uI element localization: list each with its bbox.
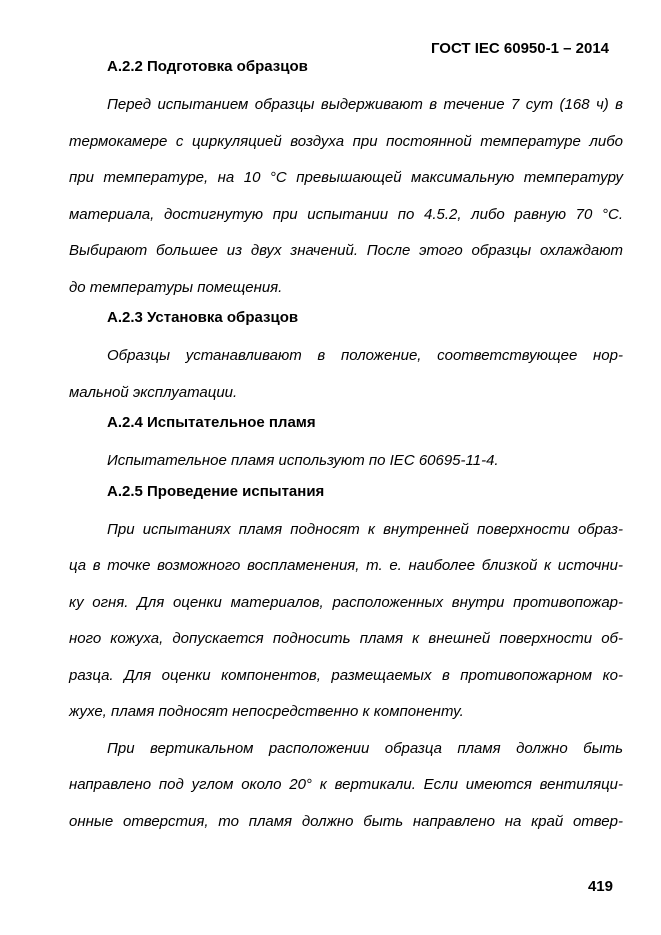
paragraph <box>69 87 623 306</box>
text-line: при температуре, на 10 °С превышающей максимальную температуру <box>69 169 623 186</box>
section-heading: А.2.3 Установка образцов <box>107 309 299 326</box>
text-line: мальной эксплуатации. <box>69 383 238 401</box>
text-line: ца в точке возможного воспламенения, т. е. наиболее близкой к источни- <box>69 557 623 574</box>
text-line: При вертикальном расположении образца пламя должно быть <box>107 739 623 757</box>
page-number: 419 <box>587 878 613 895</box>
paragraph <box>69 731 623 841</box>
section-heading: А.2.4 Испытательное пламя <box>107 414 316 431</box>
document-header: ГОСТ IEC 60950-1 – 2014 <box>430 40 609 57</box>
text-line: направлено под углом около 20° к вертикали. Если имеются вентиляци- <box>69 776 623 793</box>
section-heading: А.2.5 Проведение испытания <box>107 482 325 500</box>
text-line: материала, достигнутую при испытании по 4.5.2, либо равную 70 °С. <box>69 205 623 223</box>
paragraph <box>69 512 623 731</box>
text-line: онные отверстия, то пламя должно быть направлено на край отвер- <box>69 812 623 830</box>
text-line: Выбирают большее из двух значений. После этого образцы охлаждают <box>69 242 623 259</box>
text-line: ного кожуха, допускается подносить пламя к внешней поверхности об- <box>69 630 623 647</box>
text-line: жухе, пламя подносят непосредственно к компоненту. <box>69 703 464 720</box>
text-line: Перед испытанием образцы выдерживают в течение 7 сут (168 ч) в <box>107 96 623 113</box>
text-line: до температуры помещения. <box>69 278 283 296</box>
text-line: Образцы устанавливают в положение, соответствующее нор- <box>107 347 623 364</box>
paragraph <box>69 443 623 480</box>
section-heading: А.2.2 Подготовка образцов <box>107 58 308 75</box>
text-line: ку огня. Для оценки материалов, расположенных внутри противопожар- <box>69 593 623 611</box>
text-line: термокамере с циркуляцией воздуха при постоянной температуре либо <box>69 132 623 150</box>
paragraph <box>69 338 623 411</box>
document-body <box>69 58 623 840</box>
text-line: разца. Для оценки компонентов, размещаемых в противопожарном ко- <box>69 666 623 684</box>
text-line: При испытаниях пламя подносят к внутренней поверхности образ- <box>107 520 623 538</box>
text-line: Испытательное пламя используют по IEC 60695-11-4. <box>107 452 499 469</box>
